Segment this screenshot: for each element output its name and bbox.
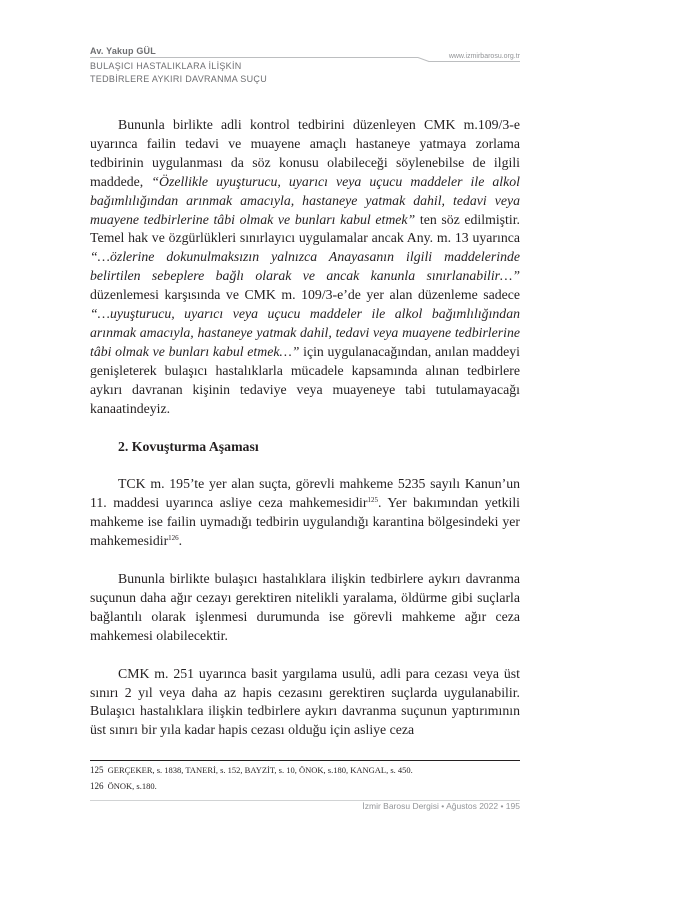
article-title-line-2: TEDBİRLERE AYKIRI DAVRANMA SUÇU [90, 74, 268, 84]
quotation: “…özlerine dokunulmaksızın yalnızca Anayasanın ilgili maddelerinde belirtilen sebeplere bağlı olarak ve ancak kanunla sınırlanabilir…” [90, 249, 520, 284]
footnote-125 [90, 765, 520, 775]
paragraph-4: CMK m. 251 uyarınca basit yargılama usulü, adli para cezası veya üst sınırı 2 yıl veya daha az hapis cezasını gerektiren suçlarda uygulanabilir. Bulaşıcı hastalıklara ilişkin tedbirlere aykırı davranma suçunun yaptırımının üst sınırı bir yıla kadar hapis cezası olduğu için asliye ceza [90, 665, 520, 738]
footnote-number: 125 [90, 765, 104, 775]
text-run: için uygulanacağından, anılan maddeyi genişleterek bulaşıcı hastalıklarla mücadele kapsamında alınan tedbirlere aykırı davranan kişinin tedaviye veya muayeneye tabi tutulamayacağı kanaatindeyiz. [90, 343, 520, 416]
text-run: . Yer bakımından yetkili mahkeme ise failin uymadığı tedbirin uygulandığı karantina bölgesindeki yer mahkemesidir [90, 495, 520, 549]
footnotes [90, 765, 520, 797]
main-text [90, 116, 520, 740]
article-title-line-1: BULAŞICI HASTALIKLARA İLİŞKİN [90, 61, 242, 71]
paragraph-1 [90, 116, 520, 419]
quotation: “Özellikle uyuşturucu, uyarıcı veya uçucu maddeler ile alkol bağımlılığından arınmak amacıyla, hastaneye yatmak dahil, tedavi veya muayene tedbirlerine tâbi olmak ve bunları kabul etmek” [90, 173, 520, 227]
footnote-number: 126 [90, 781, 104, 791]
section-heading: 2. Kovuşturma Aşaması [118, 438, 259, 454]
text-run: düzenlemesi karşısında ve CMK m. 109/3-e’de yer alan düzenleme sadece [90, 287, 520, 303]
text-run: Bununla birlikte adli kontrol tedbirini düzenleyen CMK m.109/3-e uyarınca failin tedavi ve muayene amaçlı hastaneye yatmaya zorlama tedbirinin uygulanması da söz konusu olabileceği söylenebilse de ilgili maddede, [90, 117, 520, 189]
paragraph-2 [90, 475, 520, 551]
footnote-ref-126[interactable]: 126 [168, 534, 179, 543]
website-link[interactable]: www.izmirbarosu.org.tr [448, 53, 520, 60]
footnote-text: GERÇEKER, s. 1838, TANERİ, s. 152, BAYZİT, s. 10, ÖNOK, s.180, KANGAL, s. 450. [107, 765, 413, 775]
page-footer: İzmir Barosu Dergisi • Ağustos 2022 • 195 [362, 801, 520, 811]
header-rule [90, 57, 418, 58]
header-rule-right [429, 61, 520, 62]
page-header [90, 46, 520, 90]
footnote-126 [90, 781, 520, 791]
footnote-ref-125[interactable]: 125 [367, 496, 378, 505]
text-run: ten söz edilmiştir. Temel hak ve özgürlükleri sınırlayıcı uygulamalar ancak Any. m. 13 uyarınca [90, 211, 520, 246]
header-rule-bend [418, 57, 430, 62]
footnote-divider [90, 760, 520, 761]
paragraph-3: Bununla birlikte bulaşıcı hastalıklara ilişkin tedbirlere aykırı davranma suçunun daha ağır cezayı gerektiren nitelikli yaralama, öldürme gibi suçlarla bağlantılı olarak işlenmesi durumunda ise görevli mahkeme ağır ceza mahkemesi olabilecektir. [90, 571, 520, 643]
quotation: “…uyuşturucu, uyarıcı veya uçucu maddeler ile alkol bağımlılığından arınmak amacıyla, hastaneye yatmak dahil, tedavi veya muayene tedbirlerine tâbi olmak ve bunları kabul etmek…” [90, 306, 520, 359]
author-name: Av. Yakup GÜL [90, 46, 156, 56]
text-run: . [178, 533, 183, 549]
footnote-text: ÖNOK, s.180. [107, 781, 157, 791]
text-run: TCK m. 195’te yer alan suçta, görevli mahkeme 5235 sayılı Kanun’un 11. maddesi uyarınca asliye ceza mahkemesidir [90, 476, 520, 511]
